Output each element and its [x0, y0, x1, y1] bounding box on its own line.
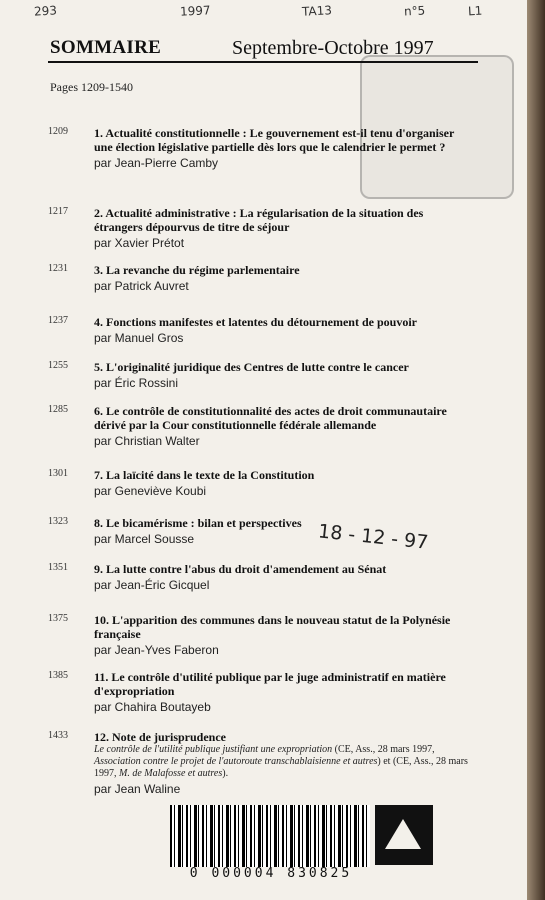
entry-title: 5. L'originalité juridique des Centres de lutte contre le cancer — [94, 360, 409, 374]
entry-author: par Patrick Auvret — [94, 279, 189, 293]
entry-author: par Chahira Boutayeb — [94, 700, 211, 714]
publisher-logo — [375, 805, 433, 865]
note-italic: M. de Malafosse et autres — [119, 768, 223, 779]
jurisprudence-note — [94, 744, 468, 780]
entry-author: par Jean-Éric Gicquel — [94, 578, 210, 592]
entry-author: par Jean-Yves Faberon — [94, 643, 219, 657]
book-spine — [527, 0, 545, 900]
header-divider — [48, 61, 478, 63]
entry-title: 9. La lutte contre l'abus du droit d'amendement au Sénat — [94, 562, 387, 576]
page-number: 1323 — [48, 516, 68, 527]
note-text: ) et (CE, Ass., 28 mars 1997, — [94, 756, 468, 779]
entry-author: par Marcel Sousse — [94, 532, 195, 546]
handwritten-note: n°5 — [403, 3, 426, 19]
page-number: 1285 — [48, 404, 68, 415]
entry-author: par Christian Walter — [94, 434, 200, 448]
entry-author: par Jean Waline — [94, 782, 181, 796]
entry-author: par Éric Rossini — [94, 376, 179, 390]
note-text: (CE, Ass., 28 mars 1997, — [332, 744, 435, 755]
pages-range: Pages 1209-1540 — [50, 80, 133, 94]
page-number: 1351 — [48, 562, 68, 573]
page-title: SOMMAIRE — [50, 37, 162, 58]
handwritten-note: TA13 — [301, 3, 333, 19]
handwritten-note: L1 — [467, 3, 483, 19]
page-number: 1301 — [48, 468, 68, 479]
entry-title: 11. Le contrôle d'utilité publique par le juge administratif en matière d'expropriation — [94, 670, 446, 698]
registration-date-stamp: 18 - 12 - 97 — [317, 520, 430, 554]
entry-title: 8. Le bicamérisme : bilan et perspectives — [94, 516, 302, 530]
page-number: 1217 — [48, 206, 68, 217]
page-number: 1375 — [48, 613, 68, 624]
entry-title: 10. L'apparition des communes dans le nouveau statut de la Polynésie française — [94, 613, 451, 641]
entry-title: 3. La revanche du régime parlementaire — [94, 263, 300, 277]
entry-title: 2. Actualité administrative : La régularisation de la situation des étrangers dépourvus de titre de séjour — [94, 206, 424, 234]
handwritten-note: 1997 — [179, 3, 211, 19]
page-number: 1433 — [48, 730, 68, 741]
page-number: 1385 — [48, 670, 68, 681]
entry-title: 6. Le contrôle de constitutionnalité des actes de droit communautaire dérivé par la Cour constitutionnelle fédérale allemande — [94, 404, 447, 432]
issue-date: Septembre-Octobre 1997 — [232, 37, 434, 59]
entry-title: 12. Note de jurisprudence — [94, 730, 226, 744]
note-italic: Association contre le projet de l'autoroute transchablaisienne et autres — [94, 756, 378, 767]
entry-title: 7. La laïcité dans le texte de la Constitution — [94, 468, 315, 482]
page-number: 1209 — [48, 126, 68, 137]
page-number: 1255 — [48, 360, 68, 371]
entry-author: par Manuel Gros — [94, 331, 184, 345]
entry-author: par Jean-Pierre Camby — [94, 156, 219, 170]
entry-author: par Geneviève Koubi — [94, 484, 207, 498]
entry-author: par Xavier Prétot — [94, 236, 185, 250]
entry-title: 1. Actualité constitutionnelle : Le gouvernement est-il tenu d'organiser une élection législative partielle dès lors que le calendrier le permet ? — [94, 126, 455, 154]
note-italic: Le contrôle de l'utilité publique justifiant une expropriation — [94, 744, 333, 755]
entry-title: 4. Fonctions manifestes et latentes du détournement de pouvoir — [94, 315, 417, 329]
barcode — [170, 805, 370, 867]
page-number: 1231 — [48, 263, 68, 274]
handwritten-note: 293 — [33, 3, 58, 19]
logo-shape — [385, 819, 421, 849]
note-text: ). — [222, 768, 229, 779]
page-number: 1237 — [48, 315, 68, 326]
barcode-number: 0 000004 830825 — [189, 866, 353, 881]
